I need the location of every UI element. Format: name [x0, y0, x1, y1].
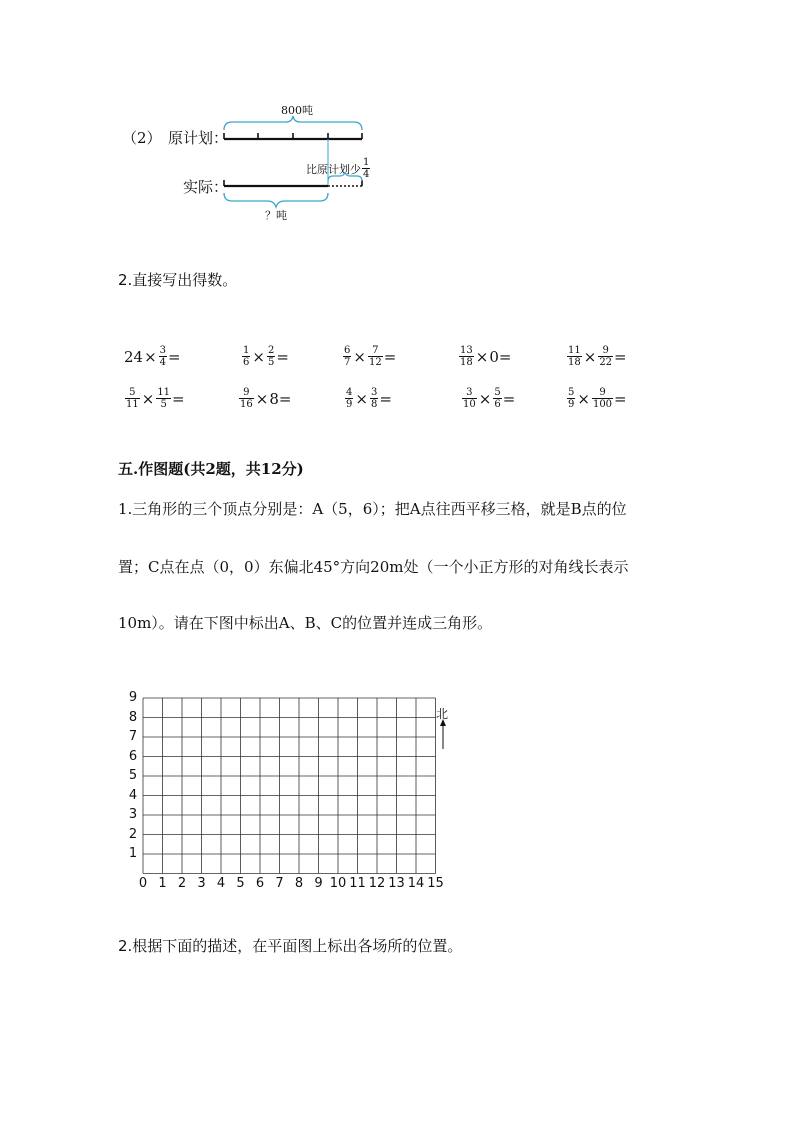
x-axis-label: 12: [368, 875, 386, 891]
y-axis-label: 3: [128, 807, 138, 822]
x-axis-label: 11: [349, 875, 366, 891]
y-axis-label: 5: [128, 768, 138, 783]
y-axis-label: 1: [128, 846, 138, 861]
q1-text-line3: 10m）。请在下图中标出A、B、C的位置并连成三角形。: [118, 614, 493, 632]
calc-item: $\frac{4}{9}$ × $\frac{3}{8}$ =: [346, 387, 392, 410]
x-axis-label: 4: [216, 875, 226, 891]
x-axis-label: 14: [407, 875, 425, 891]
calc-item: 24 × $\frac{3}{4}$ =: [124, 345, 181, 368]
y-axis-label: 8: [128, 709, 138, 725]
calc-item: $\frac{11}{18}$ × $\frac{9}{22}$ =: [568, 345, 627, 368]
q1-text-line2: 置；C点在点（0，0）东偏北45°方向20m处（一个小正方形的对角线长表示: [118, 558, 629, 576]
y-axis-label: 6: [128, 748, 138, 764]
x-axis-label: 2: [177, 875, 187, 891]
calc-item: $\frac{5}{9}$ × $\frac{9}{100}$ =: [568, 387, 627, 410]
difference-note-text: 比原计划少: [306, 162, 361, 176]
north-arrow: [440, 719, 446, 749]
difference-brace: [328, 172, 362, 181]
x-axis-label: 9: [314, 875, 323, 891]
calc-item: $\frac{6}{7}$ × $\frac{7}{12}$ =: [344, 345, 397, 368]
difference-fraction: $\frac{1}{4}$: [363, 157, 370, 180]
x-axis-label: 15: [427, 875, 444, 891]
q2-drawing-title: 2.根据下面的描述，在平面图上标出各场所的位置。: [118, 937, 463, 955]
unknown-brace: [224, 193, 328, 207]
actual-label: 实际：: [183, 178, 229, 196]
y-axis-label: 2: [128, 826, 138, 842]
coordinate-grid: [0, 680, 794, 900]
x-axis-label: 10: [329, 875, 347, 891]
q2-title: 2.直接写出得数。: [118, 271, 238, 289]
plan-brace: [224, 116, 362, 130]
section5-heading: 五.作图题(共2题，共12分): [118, 460, 304, 478]
calc-item: $\frac{13}{18}$ × 0 =: [460, 345, 512, 368]
y-axis-label: 4: [128, 787, 138, 803]
x-axis-label: 6: [255, 875, 265, 891]
x-axis-label: 0: [138, 875, 148, 891]
calc-item: $\frac{3}{10}$ × $\frac{5}{6}$ =: [463, 387, 516, 410]
x-axis-label: 1: [158, 875, 167, 891]
x-axis-label: 7: [275, 875, 284, 891]
x-axis-label: 3: [197, 875, 206, 891]
q1-text-line1: 1.三角形的三个顶点分别是：A（5，6）；把A点往西平移三格，就是B点的位: [118, 500, 627, 518]
calc-item: $\frac{9}{16}$ × 8 =: [240, 387, 292, 410]
plan-total: 800吨: [281, 104, 313, 117]
x-axis-label: 8: [294, 875, 304, 891]
north-label: 北: [436, 707, 449, 721]
unknown-label: ？吨: [265, 209, 287, 222]
y-axis-label: 7: [128, 729, 138, 744]
y-axis-label: 9: [128, 690, 138, 705]
x-axis-label: 5: [236, 875, 245, 891]
plan-label: 原计划：: [168, 129, 229, 147]
calc-item: $\frac{1}{6}$ × $\frac{2}{5}$ =: [243, 345, 289, 368]
segment-lines: [0, 0, 794, 240]
calc-item: $\frac{5}{11}$ × $\frac{11}{5}$ =: [126, 387, 185, 410]
item-label: （2）: [122, 129, 162, 147]
x-axis-label: 13: [388, 875, 405, 891]
